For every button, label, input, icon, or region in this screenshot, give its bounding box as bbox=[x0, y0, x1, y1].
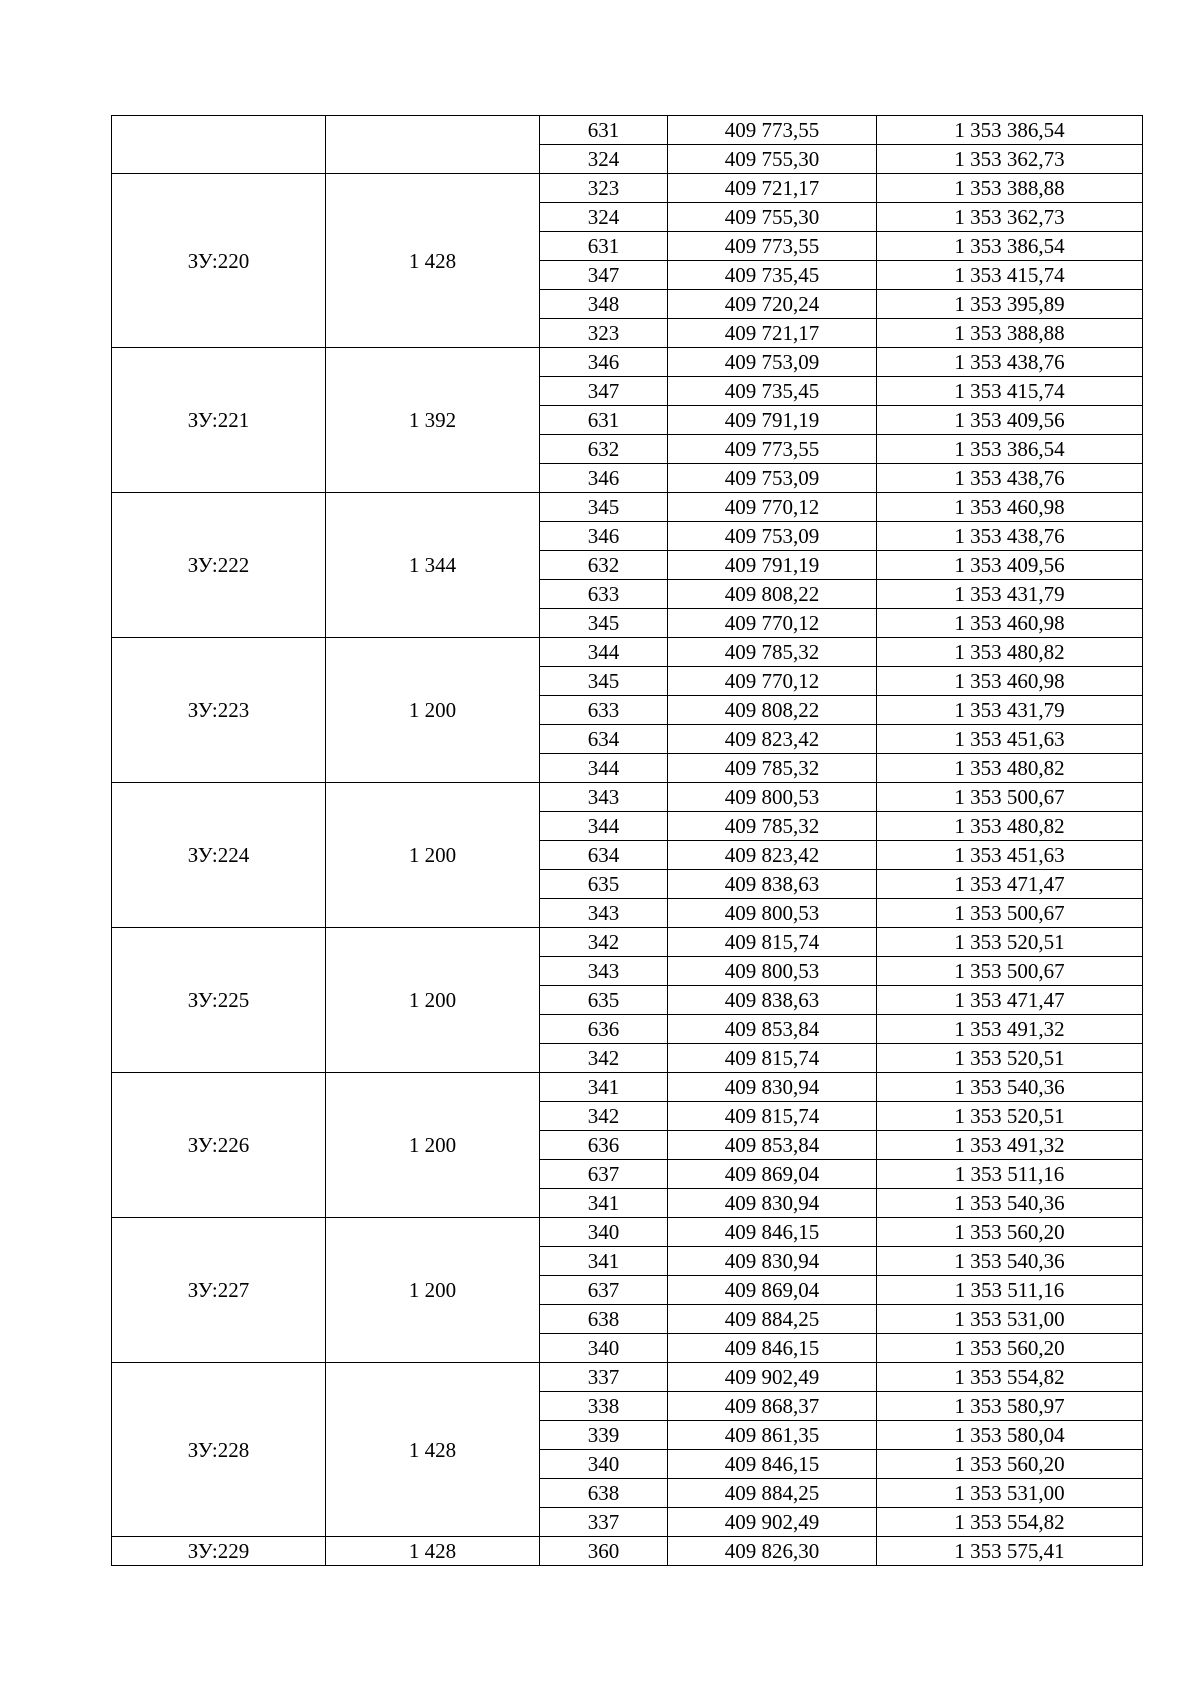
plot-id-cell: ЗУ:227 bbox=[112, 1218, 326, 1363]
x-coordinate-cell: 409 735,45 bbox=[668, 377, 877, 406]
point-number-cell: 637 bbox=[540, 1160, 668, 1189]
point-number-cell: 635 bbox=[540, 986, 668, 1015]
x-coordinate-cell: 409 823,42 bbox=[668, 725, 877, 754]
y-coordinate-cell: 1 353 431,79 bbox=[877, 580, 1143, 609]
point-number-cell: 346 bbox=[540, 464, 668, 493]
x-coordinate-cell: 409 902,49 bbox=[668, 1508, 877, 1537]
y-coordinate-cell: 1 353 500,67 bbox=[877, 899, 1143, 928]
y-coordinate-cell: 1 353 531,00 bbox=[877, 1479, 1143, 1508]
y-coordinate-cell: 1 353 480,82 bbox=[877, 754, 1143, 783]
x-coordinate-cell: 409 861,35 bbox=[668, 1421, 877, 1450]
y-coordinate-cell: 1 353 560,20 bbox=[877, 1218, 1143, 1247]
y-coordinate-cell: 1 353 409,56 bbox=[877, 551, 1143, 580]
x-coordinate-cell: 409 815,74 bbox=[668, 1044, 877, 1073]
x-coordinate-cell: 409 791,19 bbox=[668, 551, 877, 580]
y-coordinate-cell: 1 353 560,20 bbox=[877, 1334, 1143, 1363]
y-coordinate-cell: 1 353 540,36 bbox=[877, 1247, 1143, 1276]
y-coordinate-cell: 1 353 471,47 bbox=[877, 986, 1143, 1015]
table-row bbox=[112, 928, 1143, 957]
x-coordinate-cell: 409 846,15 bbox=[668, 1450, 877, 1479]
x-coordinate-cell: 409 755,30 bbox=[668, 203, 877, 232]
point-number-cell: 343 bbox=[540, 957, 668, 986]
point-number-cell: 340 bbox=[540, 1334, 668, 1363]
x-coordinate-cell: 409 755,30 bbox=[668, 145, 877, 174]
point-number-cell: 341 bbox=[540, 1189, 668, 1218]
y-coordinate-cell: 1 353 575,41 bbox=[877, 1537, 1143, 1566]
x-coordinate-cell: 409 773,55 bbox=[668, 116, 877, 145]
y-coordinate-cell: 1 353 520,51 bbox=[877, 1102, 1143, 1131]
plot-id-cell: ЗУ:226 bbox=[112, 1073, 326, 1218]
x-coordinate-cell: 409 838,63 bbox=[668, 986, 877, 1015]
table-row bbox=[112, 1537, 1143, 1566]
y-coordinate-cell: 1 353 386,54 bbox=[877, 435, 1143, 464]
point-number-cell: 337 bbox=[540, 1508, 668, 1537]
y-coordinate-cell: 1 353 451,63 bbox=[877, 841, 1143, 870]
x-coordinate-cell: 409 735,45 bbox=[668, 261, 877, 290]
y-coordinate-cell: 1 353 362,73 bbox=[877, 203, 1143, 232]
table-row bbox=[112, 116, 1143, 145]
x-coordinate-cell: 409 853,84 bbox=[668, 1015, 877, 1044]
x-coordinate-cell: 409 869,04 bbox=[668, 1276, 877, 1305]
area-cell: 1 200 bbox=[326, 1073, 540, 1218]
table-row bbox=[112, 783, 1143, 812]
x-coordinate-cell: 409 721,17 bbox=[668, 174, 877, 203]
y-coordinate-cell: 1 353 491,32 bbox=[877, 1131, 1143, 1160]
y-coordinate-cell: 1 353 511,16 bbox=[877, 1276, 1143, 1305]
x-coordinate-cell: 409 838,63 bbox=[668, 870, 877, 899]
point-number-cell: 337 bbox=[540, 1363, 668, 1392]
plot-id-cell: ЗУ:222 bbox=[112, 493, 326, 638]
y-coordinate-cell: 1 353 580,97 bbox=[877, 1392, 1143, 1421]
plot-id-cell: ЗУ:220 bbox=[112, 174, 326, 348]
x-coordinate-cell: 409 770,12 bbox=[668, 493, 877, 522]
point-number-cell: 637 bbox=[540, 1276, 668, 1305]
y-coordinate-cell: 1 353 415,74 bbox=[877, 261, 1143, 290]
x-coordinate-cell: 409 823,42 bbox=[668, 841, 877, 870]
table-row bbox=[112, 1073, 1143, 1102]
area-cell: 1 200 bbox=[326, 638, 540, 783]
y-coordinate-cell: 1 353 554,82 bbox=[877, 1508, 1143, 1537]
plot-id-cell bbox=[112, 116, 326, 174]
area-cell: 1 200 bbox=[326, 783, 540, 928]
point-number-cell: 635 bbox=[540, 870, 668, 899]
plot-id-cell: ЗУ:228 bbox=[112, 1363, 326, 1537]
x-coordinate-cell: 409 785,32 bbox=[668, 812, 877, 841]
y-coordinate-cell: 1 353 511,16 bbox=[877, 1160, 1143, 1189]
point-number-cell: 631 bbox=[540, 116, 668, 145]
x-coordinate-cell: 409 830,94 bbox=[668, 1073, 877, 1102]
area-cell: 1 428 bbox=[326, 1537, 540, 1566]
table-row bbox=[112, 1218, 1143, 1247]
point-number-cell: 345 bbox=[540, 609, 668, 638]
point-number-cell: 347 bbox=[540, 377, 668, 406]
point-number-cell: 634 bbox=[540, 725, 668, 754]
point-number-cell: 345 bbox=[540, 667, 668, 696]
point-number-cell: 344 bbox=[540, 812, 668, 841]
point-number-cell: 631 bbox=[540, 232, 668, 261]
point-number-cell: 323 bbox=[540, 319, 668, 348]
point-number-cell: 633 bbox=[540, 580, 668, 609]
plot-id-cell: ЗУ:221 bbox=[112, 348, 326, 493]
point-number-cell: 345 bbox=[540, 493, 668, 522]
y-coordinate-cell: 1 353 386,54 bbox=[877, 116, 1143, 145]
point-number-cell: 636 bbox=[540, 1015, 668, 1044]
table-row bbox=[112, 1363, 1143, 1392]
y-coordinate-cell: 1 353 554,82 bbox=[877, 1363, 1143, 1392]
y-coordinate-cell: 1 353 500,67 bbox=[877, 957, 1143, 986]
point-number-cell: 339 bbox=[540, 1421, 668, 1450]
point-number-cell: 342 bbox=[540, 928, 668, 957]
point-number-cell: 638 bbox=[540, 1305, 668, 1334]
y-coordinate-cell: 1 353 415,74 bbox=[877, 377, 1143, 406]
table-row bbox=[112, 174, 1143, 203]
x-coordinate-cell: 409 868,37 bbox=[668, 1392, 877, 1421]
y-coordinate-cell: 1 353 395,89 bbox=[877, 290, 1143, 319]
area-cell bbox=[326, 116, 540, 174]
point-number-cell: 632 bbox=[540, 551, 668, 580]
x-coordinate-cell: 409 902,49 bbox=[668, 1363, 877, 1392]
y-coordinate-cell: 1 353 431,79 bbox=[877, 696, 1143, 725]
x-coordinate-cell: 409 884,25 bbox=[668, 1479, 877, 1508]
table-row bbox=[112, 493, 1143, 522]
point-number-cell: 344 bbox=[540, 754, 668, 783]
point-number-cell: 343 bbox=[540, 783, 668, 812]
point-number-cell: 342 bbox=[540, 1044, 668, 1073]
table-row bbox=[112, 638, 1143, 667]
point-number-cell: 346 bbox=[540, 522, 668, 551]
x-coordinate-cell: 409 773,55 bbox=[668, 232, 877, 261]
coordinates-table-body bbox=[112, 116, 1143, 1566]
y-coordinate-cell: 1 353 480,82 bbox=[877, 638, 1143, 667]
y-coordinate-cell: 1 353 520,51 bbox=[877, 1044, 1143, 1073]
x-coordinate-cell: 409 830,94 bbox=[668, 1189, 877, 1218]
y-coordinate-cell: 1 353 438,76 bbox=[877, 348, 1143, 377]
point-number-cell: 631 bbox=[540, 406, 668, 435]
x-coordinate-cell: 409 800,53 bbox=[668, 783, 877, 812]
plot-id-cell: ЗУ:225 bbox=[112, 928, 326, 1073]
y-coordinate-cell: 1 353 540,36 bbox=[877, 1189, 1143, 1218]
y-coordinate-cell: 1 353 438,76 bbox=[877, 464, 1143, 493]
point-number-cell: 323 bbox=[540, 174, 668, 203]
area-cell: 1 200 bbox=[326, 928, 540, 1073]
area-cell: 1 428 bbox=[326, 1363, 540, 1537]
point-number-cell: 343 bbox=[540, 899, 668, 928]
y-coordinate-cell: 1 353 540,36 bbox=[877, 1073, 1143, 1102]
coordinates-table bbox=[111, 115, 1143, 1566]
y-coordinate-cell: 1 353 362,73 bbox=[877, 145, 1143, 174]
y-coordinate-cell: 1 353 580,04 bbox=[877, 1421, 1143, 1450]
y-coordinate-cell: 1 353 480,82 bbox=[877, 812, 1143, 841]
y-coordinate-cell: 1 353 471,47 bbox=[877, 870, 1143, 899]
x-coordinate-cell: 409 884,25 bbox=[668, 1305, 877, 1334]
x-coordinate-cell: 409 800,53 bbox=[668, 899, 877, 928]
x-coordinate-cell: 409 808,22 bbox=[668, 696, 877, 725]
x-coordinate-cell: 409 846,15 bbox=[668, 1218, 877, 1247]
x-coordinate-cell: 409 785,32 bbox=[668, 638, 877, 667]
point-number-cell: 342 bbox=[540, 1102, 668, 1131]
y-coordinate-cell: 1 353 520,51 bbox=[877, 928, 1143, 957]
point-number-cell: 341 bbox=[540, 1073, 668, 1102]
point-number-cell: 633 bbox=[540, 696, 668, 725]
plot-id-cell: ЗУ:224 bbox=[112, 783, 326, 928]
y-coordinate-cell: 1 353 531,00 bbox=[877, 1305, 1143, 1334]
x-coordinate-cell: 409 853,84 bbox=[668, 1131, 877, 1160]
x-coordinate-cell: 409 808,22 bbox=[668, 580, 877, 609]
x-coordinate-cell: 409 753,09 bbox=[668, 348, 877, 377]
point-number-cell: 634 bbox=[540, 841, 668, 870]
x-coordinate-cell: 409 815,74 bbox=[668, 928, 877, 957]
point-number-cell: 344 bbox=[540, 638, 668, 667]
x-coordinate-cell: 409 753,09 bbox=[668, 522, 877, 551]
y-coordinate-cell: 1 353 438,76 bbox=[877, 522, 1143, 551]
x-coordinate-cell: 409 785,32 bbox=[668, 754, 877, 783]
point-number-cell: 341 bbox=[540, 1247, 668, 1276]
x-coordinate-cell: 409 846,15 bbox=[668, 1334, 877, 1363]
y-coordinate-cell: 1 353 388,88 bbox=[877, 319, 1143, 348]
x-coordinate-cell: 409 815,74 bbox=[668, 1102, 877, 1131]
x-coordinate-cell: 409 791,19 bbox=[668, 406, 877, 435]
x-coordinate-cell: 409 721,17 bbox=[668, 319, 877, 348]
y-coordinate-cell: 1 353 560,20 bbox=[877, 1450, 1143, 1479]
y-coordinate-cell: 1 353 451,63 bbox=[877, 725, 1143, 754]
y-coordinate-cell: 1 353 460,98 bbox=[877, 493, 1143, 522]
x-coordinate-cell: 409 770,12 bbox=[668, 609, 877, 638]
point-number-cell: 360 bbox=[540, 1537, 668, 1566]
x-coordinate-cell: 409 830,94 bbox=[668, 1247, 877, 1276]
area-cell: 1 428 bbox=[326, 174, 540, 348]
point-number-cell: 632 bbox=[540, 435, 668, 464]
y-coordinate-cell: 1 353 386,54 bbox=[877, 232, 1143, 261]
x-coordinate-cell: 409 770,12 bbox=[668, 667, 877, 696]
point-number-cell: 347 bbox=[540, 261, 668, 290]
point-number-cell: 638 bbox=[540, 1479, 668, 1508]
y-coordinate-cell: 1 353 409,56 bbox=[877, 406, 1143, 435]
x-coordinate-cell: 409 720,24 bbox=[668, 290, 877, 319]
area-cell: 1 344 bbox=[326, 493, 540, 638]
y-coordinate-cell: 1 353 388,88 bbox=[877, 174, 1143, 203]
y-coordinate-cell: 1 353 460,98 bbox=[877, 667, 1143, 696]
x-coordinate-cell: 409 773,55 bbox=[668, 435, 877, 464]
point-number-cell: 324 bbox=[540, 203, 668, 232]
plot-id-cell: ЗУ:223 bbox=[112, 638, 326, 783]
x-coordinate-cell: 409 753,09 bbox=[668, 464, 877, 493]
x-coordinate-cell: 409 869,04 bbox=[668, 1160, 877, 1189]
x-coordinate-cell: 409 826,30 bbox=[668, 1537, 877, 1566]
point-number-cell: 340 bbox=[540, 1218, 668, 1247]
point-number-cell: 348 bbox=[540, 290, 668, 319]
point-number-cell: 636 bbox=[540, 1131, 668, 1160]
table-row bbox=[112, 348, 1143, 377]
y-coordinate-cell: 1 353 491,32 bbox=[877, 1015, 1143, 1044]
plot-id-cell: ЗУ:229 bbox=[112, 1537, 326, 1566]
area-cell: 1 392 bbox=[326, 348, 540, 493]
point-number-cell: 338 bbox=[540, 1392, 668, 1421]
point-number-cell: 346 bbox=[540, 348, 668, 377]
y-coordinate-cell: 1 353 460,98 bbox=[877, 609, 1143, 638]
area-cell: 1 200 bbox=[326, 1218, 540, 1363]
point-number-cell: 324 bbox=[540, 145, 668, 174]
y-coordinate-cell: 1 353 500,67 bbox=[877, 783, 1143, 812]
x-coordinate-cell: 409 800,53 bbox=[668, 957, 877, 986]
point-number-cell: 340 bbox=[540, 1450, 668, 1479]
